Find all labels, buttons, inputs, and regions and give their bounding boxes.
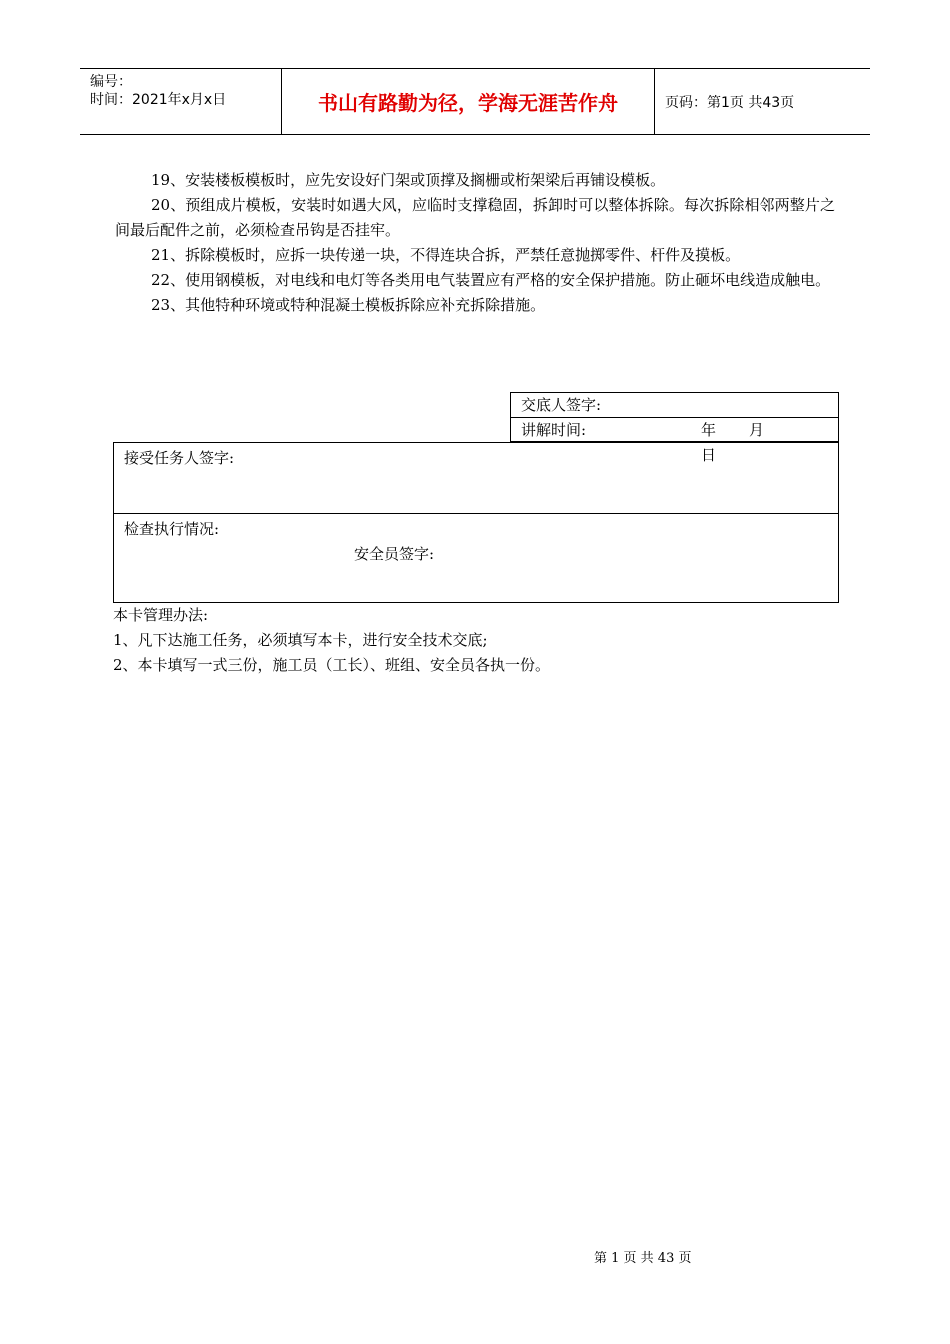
receiver-section <box>114 443 838 514</box>
header-slogan: 书山有路勤为径，学海无涯苦作舟 <box>282 69 655 134</box>
header-meta <box>80 69 282 134</box>
year-label: 年 <box>701 421 717 439</box>
paragraph: 21、拆除模板时，应拆一块传递一块，不得连块合拆，严禁任意抛掷零件、杆件及摸板。 <box>151 246 741 264</box>
inspection-label: 检查执行情况: <box>124 520 220 538</box>
safety-officer-sign-label: 安全员签字: <box>354 545 435 563</box>
briefing-box <box>510 392 839 464</box>
date-label: 时间：2021年x月x日 <box>90 92 227 108</box>
notes-title: 本卡管理办法: <box>113 606 209 624</box>
management-notes <box>113 603 550 678</box>
footer-page-number: 第 1 页 共 43 页 <box>594 1251 692 1266</box>
document-header <box>80 68 870 135</box>
number-label: 编号： <box>90 74 132 90</box>
lecture-time-label: 讲解时间: <box>521 421 587 439</box>
paragraph: 20、预组成片模板，安装时如遇大风，应临时支撑稳固，拆卸时可以整体拆除。每次拆除相邻两整片之间最后配件之前，必须检查吊钩是否挂牢。 <box>115 196 835 239</box>
month-label: 月 <box>749 421 765 439</box>
task-check-box <box>113 442 839 603</box>
receiver-sign-label: 接受任务人签字: <box>124 449 235 467</box>
note-item: 2、本卡填写一式三份，施工员（工长）、班组、安全员各执一份。 <box>113 656 551 674</box>
signature-form <box>113 392 839 603</box>
body-text <box>115 168 835 318</box>
header-page-info: 页码：第1页 共43页 <box>665 94 795 111</box>
paragraph: 22、使用钢模板，对电线和电灯等各类用电气装置应有严格的安全保护措施。防止砸坏电线造成触电。 <box>151 271 831 289</box>
inspection-section <box>114 514 838 602</box>
note-item: 1、凡下达施工任务，必须填写本卡，进行安全技术交底; <box>113 631 488 649</box>
briefer-sign-row <box>511 393 838 418</box>
paragraph: 23、其他特种环境或特种混凝土模板拆除应补充拆除措施。 <box>151 296 546 314</box>
lecture-time-row <box>511 418 838 464</box>
briefer-sign-label: 交底人签字: <box>521 396 602 414</box>
day-label: 日 <box>701 446 717 464</box>
paragraph: 19、安装楼板模板时，应先安设好门架或顶撑及搁栅或桁架梁后再铺设模板。 <box>151 171 666 189</box>
